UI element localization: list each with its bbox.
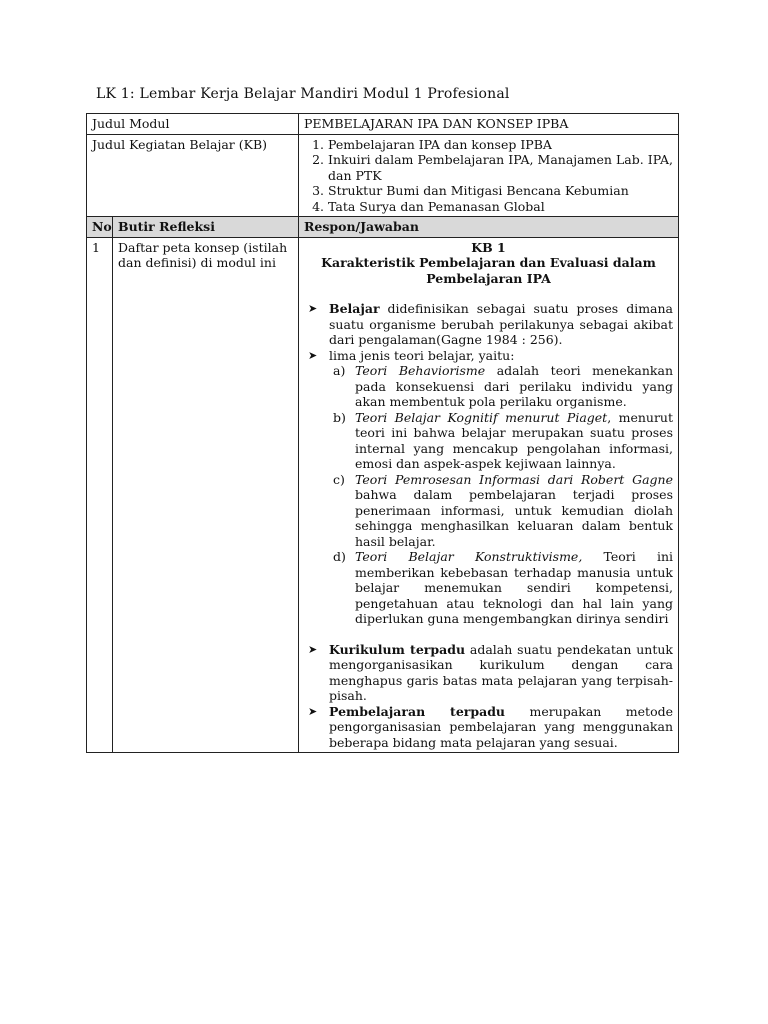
term-kurikulum-terpadu: Kurikulum terpadu [329, 641, 466, 657]
theory-desc: Teori ini memberikan kebebasan terhadap manusia untuk belajar menemukan sendiri kompetensi, pengetahuan atau teknologi dan hal lain yang diperlukan guna mengembangkan dirinya sendiri [355, 549, 673, 626]
list-item [304, 642, 673, 704]
theory-label: a) [333, 363, 346, 378]
list-item [304, 301, 673, 348]
kb-list [304, 137, 673, 215]
theory-desc: , menurut teori ini bahwa belajar merupakan suatu proses internal yang mencakup pengolahan informasi, emosi dan aspek-aspek kejiwaan lainnya. [355, 409, 673, 471]
judul-kb-label: Judul Kegiatan Belajar (KB) [87, 134, 299, 217]
table-header-row [87, 217, 679, 238]
list-item [329, 363, 673, 410]
judul-kb-row [87, 134, 679, 217]
term-pembelajaran-terpadu: Pembelajaran terpadu [329, 703, 506, 719]
kb-title: Karakteristik Pembelajaran dan Evaluasi dalam Pembelajaran IPA [321, 255, 656, 286]
theory-desc: adalah teori menekankan pada konsekuensi dari perilaku individu yang akan membentuk pola perilaku organisme. [355, 363, 673, 409]
theory-desc: bahwa dalam pembelajaran terjadi proses penerimaan informasi, untuk kemudian diolah sehingga menghasilkan keluaran dalam bentuk hasil belajar. [355, 487, 673, 549]
kb-item: 4. Tata Surya dan Pemanasan Global [328, 199, 673, 215]
row-number: 1 [87, 237, 113, 753]
list-item [329, 410, 673, 472]
header-respon-jawaban: Respon/Jawaban [299, 217, 679, 238]
term-belajar: Belajar [329, 301, 380, 316]
kb-item: 2. Inkuiri dalam Pembelajaran IPA, Manajamen Lab. IPA, dan PTK [328, 152, 673, 183]
header-butir-refleksi: Butir Refleksi [113, 217, 299, 238]
concept-list [304, 642, 673, 751]
arrow-bullet-icon: ➤ [308, 704, 318, 718]
kb-number: KB 1 [471, 239, 506, 255]
lima-jenis-text: lima jenis teori belajar, yaitu: [329, 347, 515, 363]
definition-pembelajaran-terpadu: merupakan metode pengorganisasian pembelajaran yang menggunakan beberapa bidang mata pelajaran yang sesuai. [329, 703, 674, 750]
list-item [304, 348, 673, 627]
judul-kb-cell [299, 134, 679, 217]
list-item [329, 472, 673, 550]
header-no: No [87, 217, 113, 238]
row-respon [299, 237, 679, 753]
definition-belajar: didefinisikan sebagai suatu proses dimana suatu organisme berubah perilakunya sebagai akibat dari pengalaman(Gagne 1984 : 256). [329, 301, 673, 347]
theory-label: d) [333, 549, 346, 564]
kb-item: 1. Pembelajaran IPA dan konsep IPBA [328, 137, 673, 153]
list-item [329, 549, 673, 627]
theory-label: c) [333, 471, 345, 487]
definition-kurikulum-terpadu: adalah suatu pendekatan untuk mengorganisasikan kurikulum dengan cara menghapus garis batas mata pelajaran yang terpisah-pisah. [329, 641, 674, 703]
judul-modul-label: Judul Modul [87, 114, 299, 135]
theory-name: Teori Pemrosesan Informasi dari Robert Gagne [355, 471, 673, 487]
arrow-bullet-icon: ➤ [308, 302, 318, 315]
row-butir: Daftar peta konsep (istilah dan definisi) di modul ini [113, 237, 299, 753]
table-row [87, 237, 679, 753]
kb-item: 3. Struktur Bumi dan Mitigasi Bencana Kebumian [328, 183, 673, 199]
document-title: LK 1: Lembar Kerja Belajar Mandiri Modul 1 Profesional [96, 86, 510, 102]
judul-modul-row [87, 114, 679, 135]
theory-label: b) [333, 409, 346, 425]
list-item [304, 704, 673, 751]
theory-list [329, 363, 673, 627]
worksheet-table [86, 113, 679, 753]
concept-list [304, 301, 673, 627]
theory-name: Teori Behaviorisme [355, 363, 486, 378]
theory-name: Teori Belajar Konstruktivisme, [355, 549, 583, 564]
arrow-bullet-icon: ➤ [308, 642, 318, 656]
arrow-bullet-icon: ➤ [308, 348, 318, 362]
theory-name: Teori Belajar Kognitif menurut Piaget [355, 409, 608, 425]
judul-modul-value: PEMBELAJARAN IPA DAN KONSEP IPBA [299, 114, 679, 135]
